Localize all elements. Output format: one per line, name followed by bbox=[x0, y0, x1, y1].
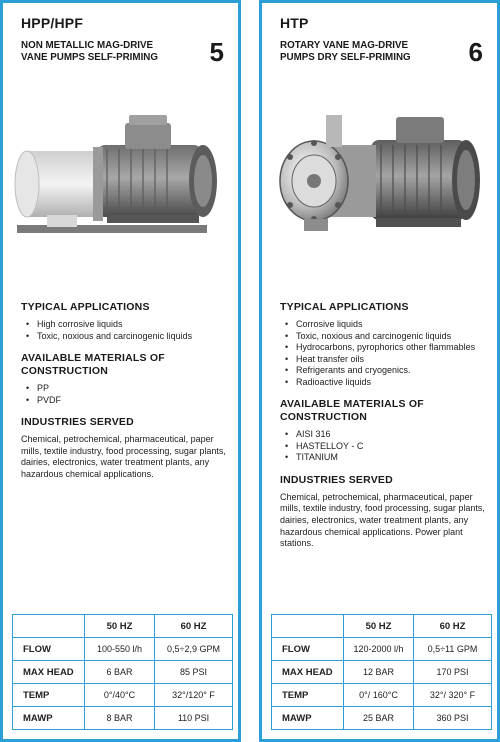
product-code: HPP/HPF bbox=[21, 15, 84, 31]
page-number: 6 bbox=[468, 37, 483, 67]
pump-photo bbox=[7, 85, 234, 285]
row-label: MAX HEAD bbox=[272, 661, 344, 684]
row-label: MAX HEAD bbox=[13, 661, 85, 684]
row-label: TEMP bbox=[272, 684, 344, 707]
table-row bbox=[272, 707, 492, 730]
table-header: 50 HZ bbox=[344, 615, 414, 638]
cell-50hz: 25 BAR bbox=[344, 707, 414, 730]
materials-title bbox=[21, 352, 231, 378]
product-code: HTP bbox=[280, 15, 309, 31]
row-label: MAWP bbox=[272, 707, 344, 730]
product-subtitle bbox=[21, 40, 196, 64]
industries-title: INDUSTRIES SERVED bbox=[21, 416, 134, 428]
subtitle-line: NON METALLIC MAG-DRIVE bbox=[21, 40, 154, 51]
table-row bbox=[272, 638, 492, 661]
cell-50hz: 120-2000 l/h bbox=[344, 638, 414, 661]
table-header-row bbox=[13, 615, 233, 638]
cell-60hz: 110 PSI bbox=[155, 707, 233, 730]
applications-list bbox=[21, 319, 231, 342]
table-header: 60 HZ bbox=[155, 615, 233, 638]
cell-60hz: 0,5÷2,9 GPM bbox=[155, 638, 233, 661]
spec-table bbox=[271, 614, 492, 730]
industries-title: INDUSTRIES SERVED bbox=[280, 473, 393, 486]
cell-50hz: 12 BAR bbox=[344, 661, 414, 684]
row-label: TEMP bbox=[13, 684, 85, 707]
table-row bbox=[13, 661, 233, 684]
industries-text: Chemical, petrochemical, pharmaceutical, paper mills, textile industry, food processing, sugar plants, dairies, electronics, water treatment plants, any hazardous chemical applications. Power plant stations. bbox=[280, 491, 485, 549]
materials-title-line: CONSTRUCTION bbox=[21, 365, 108, 377]
list-item: • Refrigerants and cryogenics. bbox=[280, 365, 490, 377]
applications-title: TYPICAL APPLICATIONS bbox=[280, 301, 409, 313]
product-details bbox=[280, 301, 490, 558]
cell-60hz: 360 PSI bbox=[414, 707, 492, 730]
table-row bbox=[13, 684, 233, 707]
list-item: • Hydrocarbons, pyrophorics other flammables bbox=[280, 342, 490, 354]
list-item: • Toxic, noxious and carcinogenic liquids bbox=[280, 331, 490, 343]
materials-title bbox=[280, 398, 490, 424]
subtitle-line: ROTARY VANE MAG-DRIVE bbox=[280, 40, 409, 51]
materials-title-line: CONSTRUCTION bbox=[280, 411, 367, 423]
product-subtitle bbox=[280, 40, 455, 64]
cell-50hz: 6 BAR bbox=[85, 661, 155, 684]
cell-60hz: 170 PSI bbox=[414, 661, 492, 684]
pump-photo bbox=[266, 85, 493, 285]
row-label: MAWP bbox=[13, 707, 85, 730]
list-item: • TITANIUM bbox=[280, 452, 490, 464]
panel-header bbox=[21, 15, 226, 75]
subtitle-line: VANE PUMPS SELF-PRIMING bbox=[21, 52, 158, 63]
cell-60hz: 85 PSI bbox=[155, 661, 233, 684]
list-item: • Radioactive liquids bbox=[280, 377, 490, 389]
cell-50hz: 0°/40°C bbox=[85, 684, 155, 707]
applications-title: TYPICAL APPLICATIONS bbox=[21, 301, 150, 313]
list-item: • HASTELLOY - C bbox=[280, 441, 490, 453]
table-header: 50 HZ bbox=[85, 615, 155, 638]
materials-list bbox=[280, 429, 490, 464]
cell-60hz: 32°/120° F bbox=[155, 684, 233, 707]
list-item: • Corrosive liquids bbox=[280, 319, 490, 331]
page-number: 5 bbox=[209, 37, 224, 67]
cell-50hz: 0°/ 160°C bbox=[344, 684, 414, 707]
cell-60hz: 32°/ 320° F bbox=[414, 684, 492, 707]
cell-50hz: 100-550 l/h bbox=[85, 638, 155, 661]
row-label: FLOW bbox=[13, 638, 85, 661]
table-header bbox=[272, 615, 344, 638]
table-row bbox=[13, 638, 233, 661]
materials-title-line: AVAILABLE MATERIALS OF bbox=[21, 352, 165, 364]
materials-title-line: AVAILABLE MATERIALS OF bbox=[280, 398, 424, 410]
applications-list bbox=[280, 319, 490, 388]
spec-table bbox=[12, 614, 233, 730]
table-header-row bbox=[272, 615, 492, 638]
table-header bbox=[13, 615, 85, 638]
list-item: • PVDF bbox=[21, 395, 231, 407]
list-item: • Toxic, noxious and carcinogenic liquids bbox=[21, 331, 231, 343]
product-panel-hpp-hpf bbox=[0, 0, 241, 742]
subtitle-line: PUMPS DRY SELF-PRIMING bbox=[280, 52, 411, 63]
list-item: • Heat transfer oils bbox=[280, 354, 490, 366]
table-header: 60 HZ bbox=[414, 615, 492, 638]
table-row bbox=[272, 661, 492, 684]
cell-50hz: 8 BAR bbox=[85, 707, 155, 730]
product-panel-htp bbox=[259, 0, 500, 742]
table-row bbox=[272, 684, 492, 707]
product-details bbox=[21, 301, 231, 489]
cell-60hz: 0,5÷11 GPM bbox=[414, 638, 492, 661]
list-item: • High corrosive liquids bbox=[21, 319, 231, 331]
industries-text: Chemical, petrochemical, pharmaceutical, paper mills, textile industry, food processing, sugar plants, dairies, electronics, water treatment plants, any hazardous chemical applications. bbox=[21, 434, 226, 480]
row-label: FLOW bbox=[272, 638, 344, 661]
table-row bbox=[13, 707, 233, 730]
panel-header bbox=[280, 15, 485, 75]
materials-list bbox=[21, 383, 231, 406]
list-item: • PP bbox=[21, 383, 231, 395]
list-item: • AISI 316 bbox=[280, 429, 490, 441]
